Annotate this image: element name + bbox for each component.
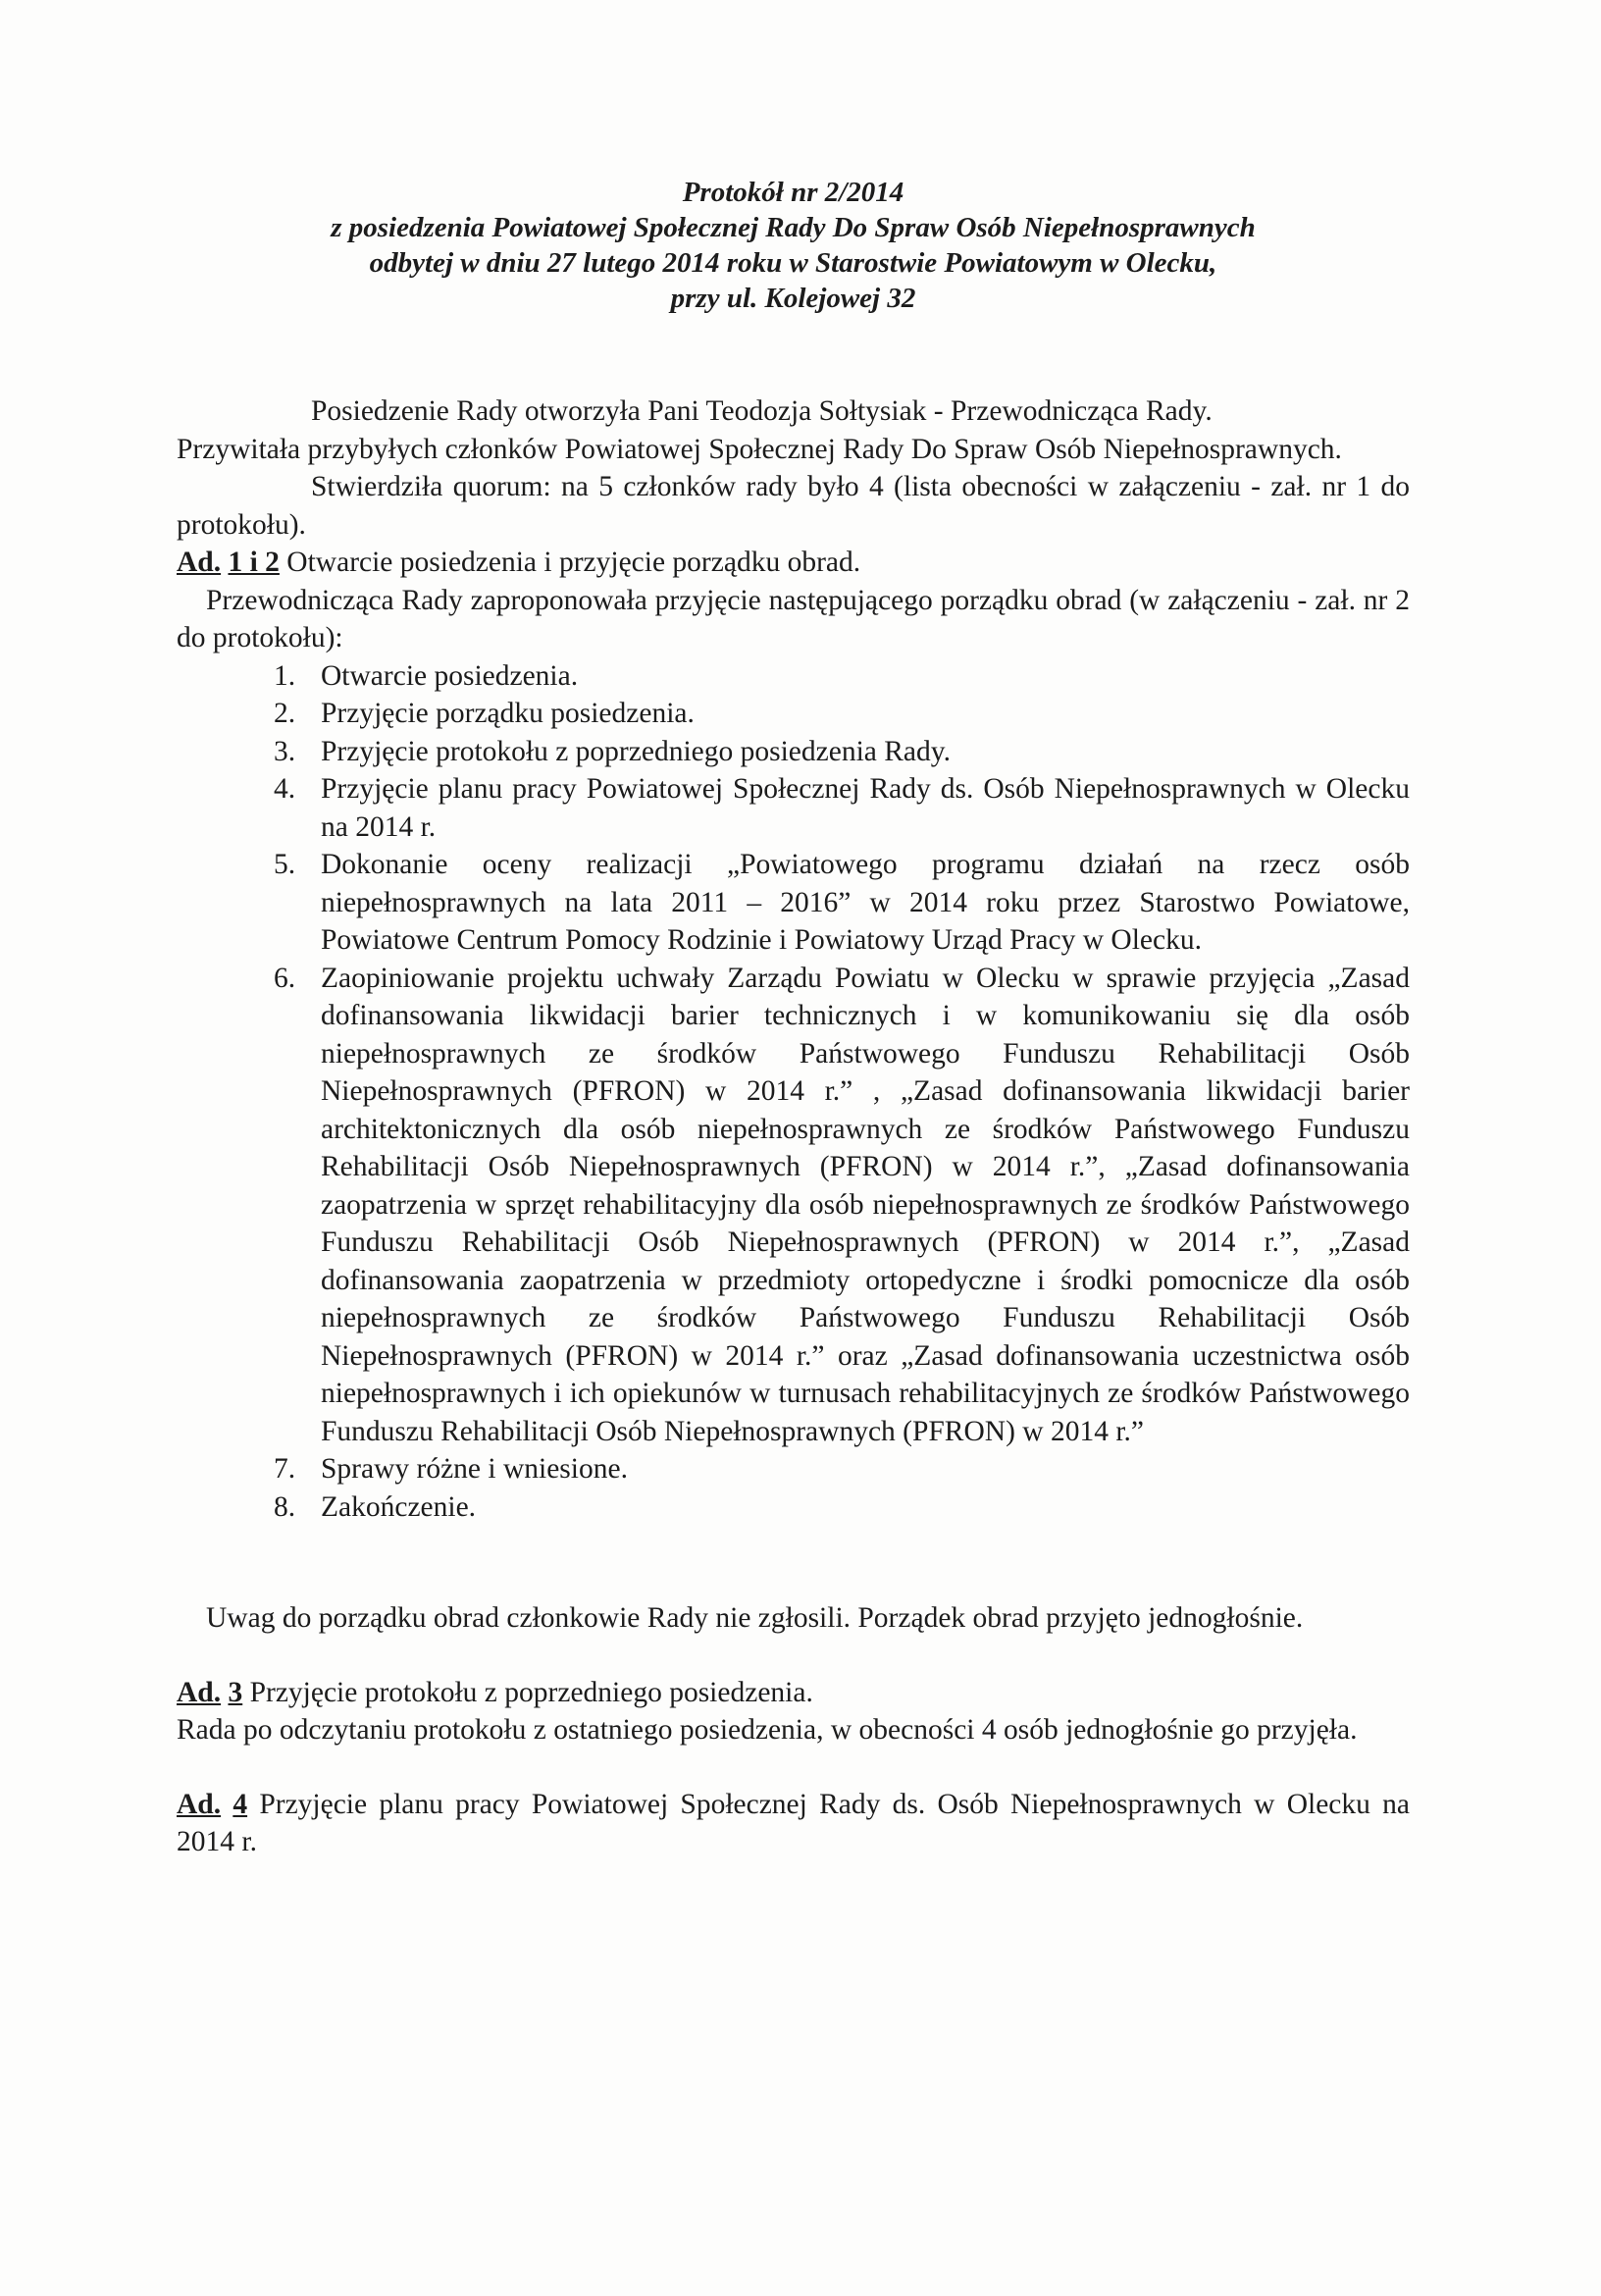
agenda-item: [177, 695, 1410, 733]
ad4-heading: [177, 1786, 1410, 1861]
ad12-heading: [177, 544, 1410, 582]
agenda-item-text: Zaopiniowanie projektu uchwały Zarządu Powiatu w Olecku w sprawie przyjęcia „Zasad dofinansowania likwidacji barier technicznych i w komunikowaniu się dla osób niepełnosprawnych ze środków Państwowego Funduszu Rehabilitacji Osób Niepełnosprawnych (PFRON) w 2014 r.” , „Zasad dofinansowania likwidacji barier architektonicznych dla osób niepełnosprawnych ze środków Państwowego Funduszu Rehabilitacji Osób Niepełnosprawnych (PFRON) w 2014 r.”, „Zasad dofinansowania zaopatrzenia w sprzęt rehabilitacyjny dla osób niepełnosprawnych ze środków Państwowego Funduszu Rehabilitacji Osób Niepełnosprawnych (PFRON) w 2014 r.”, „Zasad dofinansowania zaopatrzenia w przedmioty ortopedyczne i środki pomocnicze dla osób niepełnosprawnych ze środków Państwowego Funduszu Rehabilitacji Osób Niepełnosprawnych (PFRON) w 2014 r.” oraz „Zasad dofinansowania uczestnictwa osób niepełnosprawnych i ich opiekunów w turnusach rehabilitacyjnych ze środków Państwowego Funduszu Rehabilitacji Osób Niepełnosprawnych (PFRON) w 2014 r.”: [321, 962, 1410, 1447]
spacer: [177, 1638, 1410, 1674]
agenda-item: [177, 846, 1410, 960]
document-header: [177, 175, 1410, 316]
ad3-label: Ad.: [177, 1676, 222, 1708]
ad4-number: 4: [232, 1788, 248, 1820]
agenda-item-number: 4.: [274, 773, 296, 805]
agenda-item-text: Przyjęcie porządku posiedzenia.: [321, 698, 695, 729]
ad3-title: Przyjęcie protokołu z poprzedniego posiedzenia.: [242, 1676, 813, 1708]
agenda-item-number: 8.: [274, 1490, 296, 1523]
spacer: [177, 1526, 1410, 1599]
agenda-item-number: 2.: [274, 698, 296, 729]
agenda-item-text: Przyjęcie planu pracy Powiatowej Społecznej Rady ds. Osób Niepełnosprawnych w Olecku na 2014 r.: [321, 773, 1410, 843]
meeting-date-place: odbytej w dniu 27 lutego 2014 roku w Starostwie Powiatowym w Olecku,: [369, 247, 1217, 279]
agenda-item-text: Sprawy różne i wniesione.: [321, 1453, 628, 1485]
meeting-subtitle: z posiedzenia Powiatowej Społecznej Rady Do Spraw Osób Niepełnosprawnych: [331, 212, 1256, 243]
ad12-title: Otwarcie posiedzenia i przyjęcie porządku obrad.: [279, 547, 861, 578]
agenda-item-text: Otwarcie posiedzenia.: [321, 659, 579, 692]
agenda-item-number: 6.: [274, 962, 296, 994]
intro-quorum: Stwierdziła quorum: na 5 członków rady było 4 (lista obecności w załączeniu - zał. nr 1 do protokołu).: [177, 471, 1410, 541]
agenda-item: [177, 770, 1410, 846]
ad12-label: Ad.: [177, 547, 222, 578]
ad3-number: 3: [228, 1676, 243, 1708]
agenda-item-number: 5.: [274, 849, 296, 880]
ad12-text: Przewodnicząca Rady zaproponowała przyjęcie następującego porządku obrad (w załączeniu - zał. nr 2 do protokołu):: [177, 584, 1410, 653]
agenda-item-text: Zakończenie.: [321, 1490, 477, 1523]
agenda-item-number: 7.: [274, 1453, 296, 1485]
intro-opening: Posiedzenie Rady otworzyła Pani Teodozja Sołtysiak - Przewodnicząca Rady.: [311, 395, 1213, 427]
agenda-item: [177, 657, 1410, 696]
agenda-item-text: Przyjęcie protokołu z poprzedniego posiedzenia Rady.: [321, 735, 951, 767]
agenda-item: [177, 960, 1410, 1451]
agenda-item: [177, 1488, 1410, 1527]
protocol-number: Protokół nr 2/2014: [682, 177, 904, 208]
meeting-address: przy ul. Kolejowej 32: [670, 283, 916, 314]
ad12-number: 1 i 2: [228, 547, 280, 578]
ad4-label: Ad.: [177, 1788, 222, 1820]
agenda-list: [177, 657, 1410, 1527]
agenda-item-number: 1.: [274, 659, 296, 692]
agenda-item: [177, 1450, 1410, 1488]
ad4-title: Przyjęcie planu pracy Powiatowej Społecznej Rady ds. Osób Niepełnosprawnych w Olecku na 2014 r.: [177, 1788, 1410, 1857]
agenda-approval: Uwag do porządku obrad członkowie Rady nie zgłosili. Porządek obrad przyjęto jednogłośnie.: [206, 1602, 1304, 1634]
spacer: [177, 1749, 1410, 1786]
intro-greeting: Przywitała przybyłych członków Powiatowej Społecznej Rady Do Spraw Osób Niepełnosprawnych.: [177, 433, 1342, 465]
ad3-text: Rada po odczytaniu protokołu z ostatniego posiedzenia, w obecności 4 osób jednogłośnie go przyjęła.: [177, 1714, 1358, 1746]
agenda-item: [177, 733, 1410, 771]
agenda-item-text: Dokonanie oceny realizacji „Powiatowego programu działań na rzecz osób niepełnosprawnych na lata 2011 – 2016” w 2014 roku przez Starostwo Powiatowe, Powiatowe Centrum Pomocy Rodzinie i Powiatowy Urząd Pracy w Olecku.: [321, 849, 1410, 956]
ad3-heading: [177, 1674, 1410, 1712]
agenda-item-number: 3.: [274, 735, 296, 767]
